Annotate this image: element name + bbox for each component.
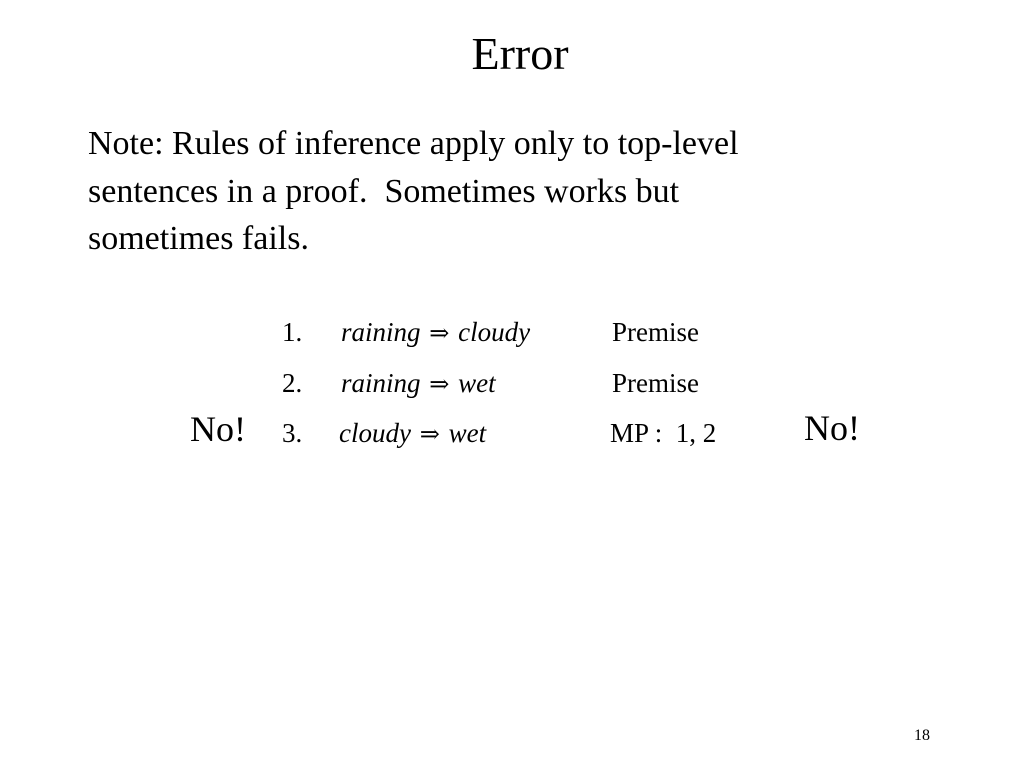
step-number: 1. [282,317,303,347]
step-justification: Premise [612,317,699,347]
proof-step-2 [282,360,752,406]
page-number: 18 [914,727,930,744]
no-annotation-right: No! [804,408,860,448]
note-paragraph [88,120,888,263]
consequent: cloudy [458,317,531,347]
proof-step-1 [282,309,752,355]
implies-arrow-icon: ⇒ [429,370,450,398]
antecedent: raining [341,368,421,398]
note-line: Note: Rules of inference apply only to top-level [88,125,739,162]
proof-step-3 [282,410,752,456]
step-formula [341,309,530,356]
proof-table [282,309,752,469]
consequent: wet [448,418,487,448]
step-justification: MP : 1, 2 [610,418,717,448]
implies-arrow-icon: ⇒ [429,319,450,347]
antecedent: raining [341,317,421,347]
slide-title: Error [471,28,569,79]
no-annotation-left: No! [190,409,246,449]
step-formula [341,360,496,407]
antecedent: cloudy [339,418,411,448]
step-number: 3. [282,418,303,448]
note-line: sentences in a proof. Sometimes works but [88,172,680,210]
step-number: 2. [282,368,303,398]
step-formula [339,410,486,457]
consequent: wet [458,368,496,398]
implies-arrow-icon: ⇒ [419,420,440,448]
note-line: sometimes fails. [88,220,309,257]
step-justification: Premise [612,368,699,398]
